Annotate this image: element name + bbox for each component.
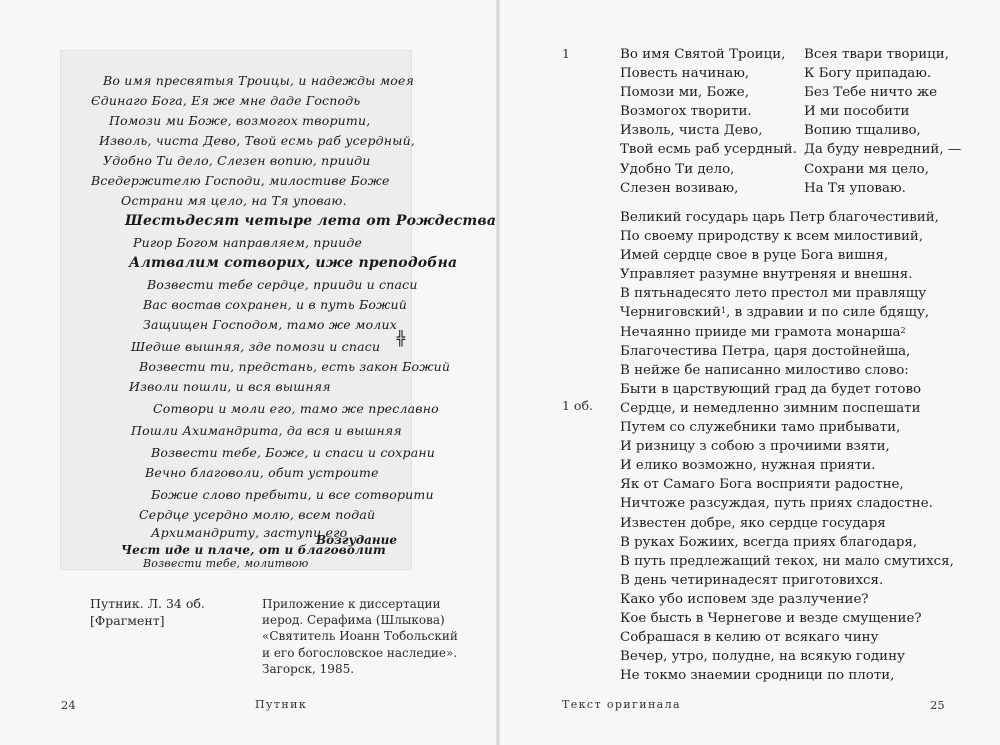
manuscript-line: Изволь, чиста Дево, Твой есмь раб усердный, [99, 133, 416, 148]
manuscript-line: Єдинаго Бога, Ея же мне даде Господь [91, 93, 361, 108]
manuscript-line: Алтвалим сотворих, иже преподобна [129, 255, 458, 271]
stanza-left-column [620, 45, 797, 198]
verse-block [620, 208, 954, 685]
verse-line: На Тя уповаю. [804, 180, 906, 196]
verse-line: Удобно Ти дело, [620, 161, 735, 177]
manuscript-signature: Возгудание [316, 533, 397, 547]
verse-line: По своему природству к всем милостивий, [620, 229, 924, 245]
manuscript-line: Сотвори и моли его, тамо же преславно [153, 401, 439, 416]
left-page [0, 0, 496, 745]
verse-line: Без Тебе ничто же [804, 85, 938, 101]
manuscript-line: Острани мя цело, на Тя уповаю. [121, 193, 347, 208]
manuscript-line: Помози ми Боже, возмогох творити, [109, 113, 371, 128]
right-page [500, 0, 1000, 745]
verse-text: Нечаянно прииде ми грамота монарша [620, 324, 901, 340]
manuscript-line: Сердце усердно молю, всем подай [139, 507, 376, 522]
verse-line: Не токмо знаемии сродници по плоти, [620, 668, 895, 684]
page-number-left: 24 [61, 698, 76, 712]
manuscript-line: Вечно благоволи, обит устроите [145, 465, 379, 480]
verse-line: В день четиринадесят приготовихся. [620, 572, 884, 588]
verse-line: Собрашася в келию от всякаго чину [620, 630, 879, 646]
verse-line: И ризницу з собою з прочиими взяти, [620, 439, 890, 455]
verse-line: В путь предлежащий текох, ни мало смутихся, [620, 553, 954, 569]
verse-line: Ничтоже разсуждая, путь приях сладостне. [620, 496, 933, 512]
verse-line: В нейже бе написанно милостиво слово: [620, 362, 909, 378]
verse-line: И елико возможно, нужная прияти. [620, 458, 876, 474]
manuscript-line: Божие слово пребыти, и все сотворити [151, 487, 434, 502]
manuscript-line: Возвести тебе, Боже, и спаси и сохрани [151, 445, 436, 460]
verse-line: Помози ми, Боже, [620, 85, 749, 101]
manuscript-line: Ригор Богом направляем, прииде [133, 235, 363, 250]
verse-line: Сердце, и немедленно зимним поспешати [620, 400, 921, 416]
verse-line-with-footnote [620, 323, 954, 342]
verse-line-with-footnote [620, 303, 954, 322]
manuscript-line: Вас востав сохранен, и в путь Божий [143, 297, 408, 312]
verse-line: Вечер, утро, полудне, на всякую годину [620, 649, 905, 665]
running-head-left: Путник [255, 698, 308, 711]
verse-line: Управляет разумне внутреняя и внешня. [620, 267, 913, 283]
image-source-note: Приложение к диссертации иерод. Серафима (Шлыкова) «Святитель Иоанн Тобольский и его богословское наследие». Загорск, 1985. [262, 597, 458, 676]
verse-line: Всея твари творици, [804, 47, 949, 62]
manuscript-line: Возвести тебе, молитвою [143, 557, 309, 570]
verse-line: Имей сердце свое в руце Бога вишня, [620, 248, 889, 264]
verse-text: Черниговский [620, 305, 722, 321]
manuscript-line: Шестьдесят четыре лета от Рождества [125, 213, 497, 229]
verse-line: Известен добре, яко сердце государя [620, 515, 886, 531]
verse-line: Вопию тщаливо, [804, 123, 921, 139]
footnote-ref-2[interactable]: 2 [900, 325, 906, 335]
manuscript-line: Удобно Ти дело, Слезен вопию, прииди [103, 153, 371, 168]
verse-line: Быти в царствующий град да будет готово [620, 381, 922, 397]
verse-line: Изволь, чиста Дево, [620, 123, 763, 139]
manuscript-image [60, 50, 497, 570]
margin-cross-icon: ╬ [396, 331, 405, 347]
manuscript-line: Изволи пошли, и вся вышняя [129, 379, 331, 394]
verse-line: Како убо исповем зде разлучение? [620, 591, 869, 607]
manuscript-line: Пошли Ахимандрита, да вся и вышняя [131, 423, 402, 438]
manuscript-line: Шедше вышняя, зде помози и спаси [131, 339, 381, 354]
manuscript-line: Чест иде и плаче, от и благоволит [121, 543, 386, 557]
folio-marker-1: 1 [562, 46, 570, 61]
verse-line: К Богу припадаю. [804, 66, 932, 82]
manuscript-line: Во имя пресвятыя Троицы, и надежды моея [103, 73, 415, 88]
verse-text: , в здравии и по силе бдящу, [726, 305, 930, 321]
page-number-right: 25 [930, 698, 945, 712]
manuscript-line: Возвести ти, предстань, есть закон Божий [139, 359, 451, 374]
manuscript-line: Возвести тебе сердце, прииди и спаси [147, 277, 418, 292]
verse-line: Да буду невредний, — [804, 142, 962, 158]
verse-line: И ми пособити [804, 104, 910, 120]
stanza-right-column [804, 45, 961, 198]
verse-line: В пятьнадесято лето престол ми правлящу [620, 286, 927, 302]
verse-line: Слезен возиваю, [620, 180, 739, 196]
verse-line: Благочестива Петра, царя достойнейша, [620, 343, 911, 359]
folio-marker-1-ob: 1 об. [562, 398, 593, 413]
verse-line: Кое бысть в Чернегове и везде смущение? [620, 610, 922, 626]
manuscript-line: Вседержителю Господи, милостиве Боже [91, 173, 390, 188]
verse-line: Великий государь царь Петр благочестивий, [620, 210, 939, 225]
verse-line: Повесть начинаю, [620, 66, 750, 82]
verse-line: В руках Божиих, всегда приях благодаря, [620, 534, 918, 550]
verse-line: Возмогох творити. [620, 104, 752, 120]
manuscript-line: Защищен Господом, тамо же молих [143, 317, 397, 332]
verse-line: Путем со служебники тамо прибывати, [620, 420, 901, 436]
image-caption: Путник. Л. 34 об. [Фрагмент] [90, 596, 205, 628]
verse-line: Як от Самаго Бога восприяти радостне, [620, 477, 904, 493]
footnote-ref-1[interactable]: 1 [721, 306, 727, 316]
manuscript-line: Архимандриту, заступи его [151, 525, 348, 540]
verse-line: Во имя Святой Троици, [620, 47, 786, 62]
verse-line: Твой есмь раб усердный. [620, 142, 797, 158]
verse-line: Сохрани мя цело, [804, 161, 930, 177]
running-head-right: Текст оригинала [562, 698, 681, 711]
